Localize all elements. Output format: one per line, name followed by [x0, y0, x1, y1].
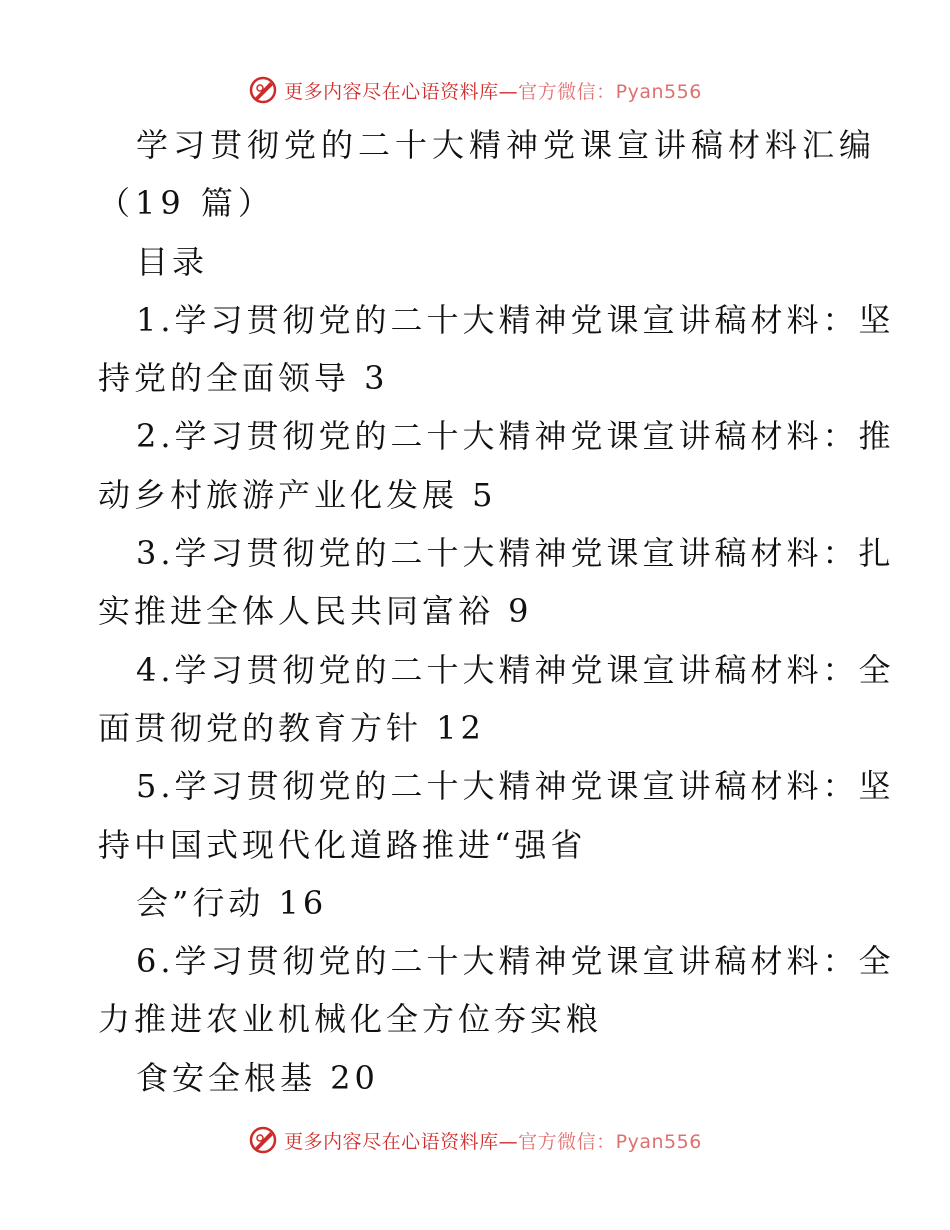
watermark-contact: 官方微信：Pyan556 — [518, 80, 702, 103]
toc-heading: 目录 — [136, 242, 209, 281]
quill-pen-logo-icon — [248, 1125, 278, 1155]
document-body — [98, 116, 895, 1107]
quill-pen-logo-icon — [248, 75, 278, 105]
toc-entry-1-cont: 持党的全面领导 3 — [98, 359, 389, 398]
header-watermark-banner — [0, 70, 950, 110]
toc-entry-6-cont: 力推进农业机械化全方位夯实粮 — [98, 1000, 603, 1039]
toc-entry-3: 3.学习贯彻党的二十大精神党课宣讲稿材料：扎 — [136, 534, 895, 573]
toc-entry-6: 6.学习贯彻党的二十大精神党课宣讲稿材料：全 — [136, 942, 895, 981]
document-title: 学习贯彻党的二十大精神党课宣讲稿材料汇编 — [136, 126, 877, 164]
toc-entry-4-cont: 面贯彻党的教育方针 12 — [98, 708, 485, 747]
toc-entry-4: 4.学习贯彻党的二十大精神党课宣讲稿材料：全 — [136, 650, 895, 689]
toc-entry-1: 1.学习贯彻党的二十大精神党课宣讲稿材料：坚 — [136, 300, 895, 339]
toc-entry-5: 5.学习贯彻党的二十大精神党课宣讲稿材料：坚 — [136, 767, 895, 806]
watermark-text: 更多内容尽在心语资料库— — [284, 80, 519, 103]
document-title-count: （19 篇） — [98, 184, 275, 223]
toc-entry-2: 2.学习贯彻党的二十大精神党课宣讲稿材料：推 — [136, 417, 895, 456]
toc-entry-6-cont2: 食安全根基 20 — [136, 1058, 379, 1097]
toc-entry-5-cont2: 会”行动 16 — [136, 883, 328, 922]
toc-entry-3-cont: 实推进全体人民共同富裕 9 — [98, 592, 533, 631]
toc-entry-5-cont: 持中国式现代化道路推进“强省 — [98, 825, 587, 864]
footer-watermark-banner — [0, 1120, 950, 1160]
watermark-text: 更多内容尽在心语资料库— — [284, 1130, 519, 1153]
watermark-contact: 官方微信：Pyan556 — [518, 1130, 702, 1153]
toc-entry-2-cont: 动乡村旅游产业化发展 5 — [98, 475, 497, 514]
